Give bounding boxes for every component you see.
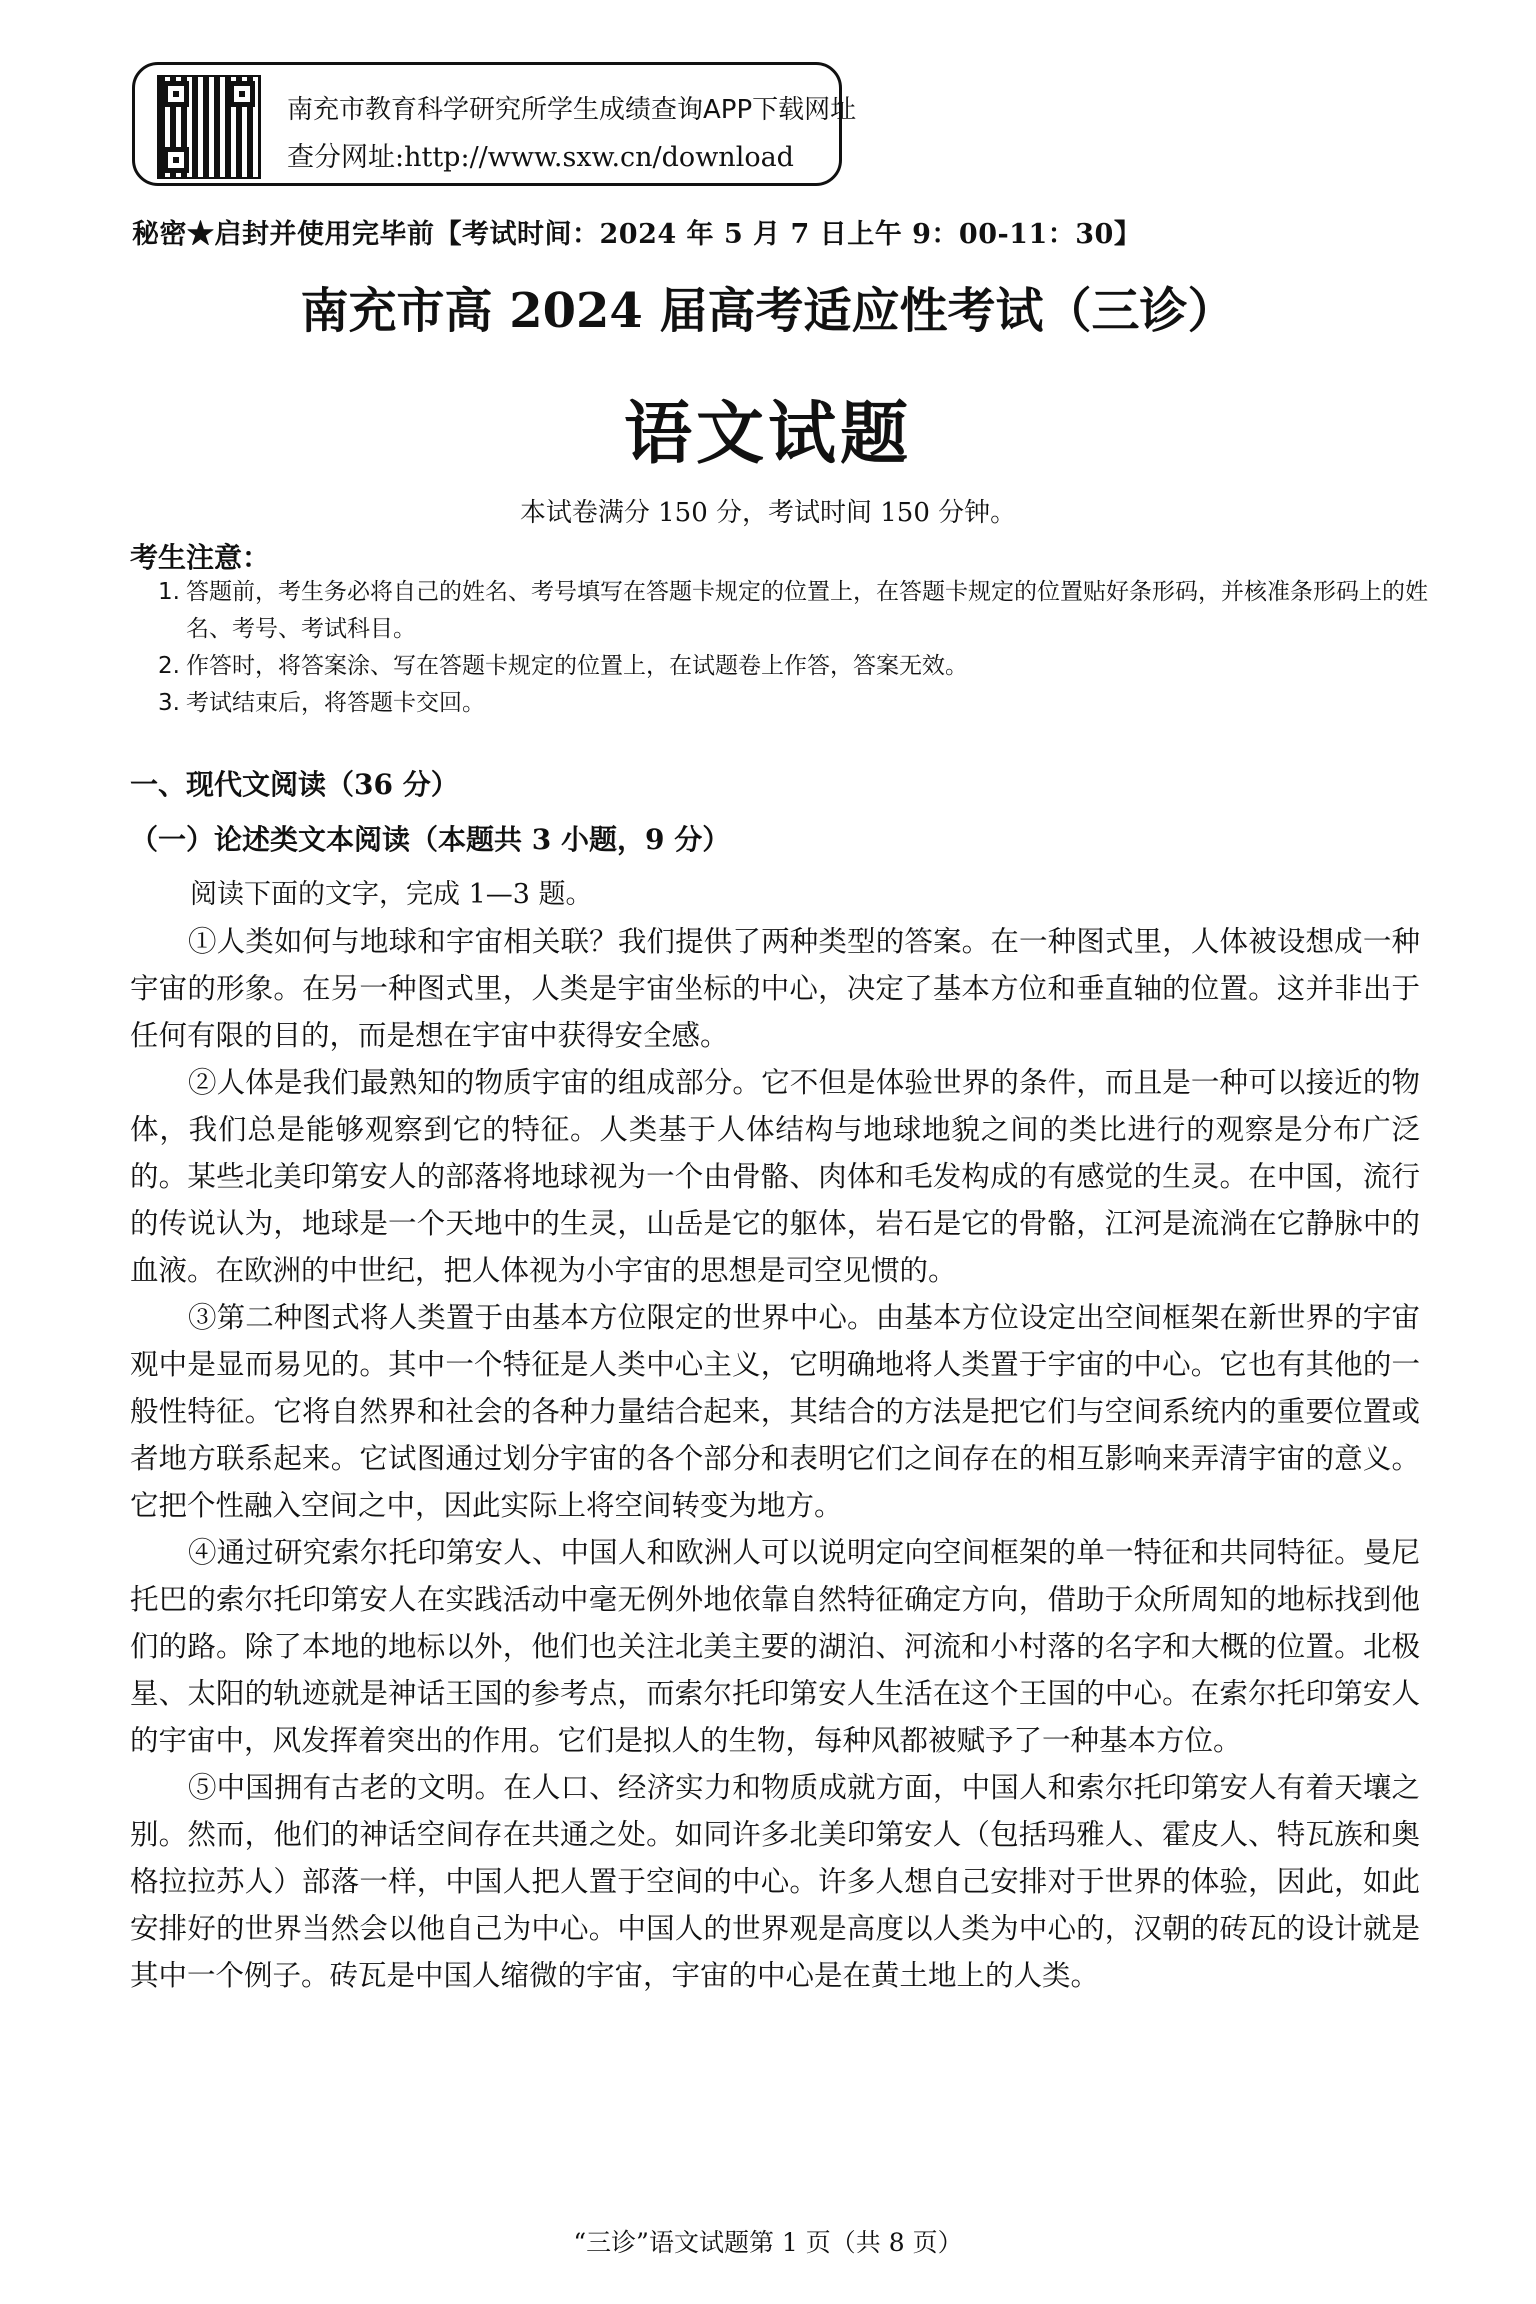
notice-item	[158, 574, 1446, 648]
confidential-line: 秘密★启封并使用完毕前【考试时间：2024 年 5 月 7 日上午 9：00-11：30】	[132, 219, 1142, 250]
reading-instruction: 阅读下面的文字，完成 1—3 题。	[190, 879, 593, 910]
page-footer: “三诊”语文试题第 1 页（共 8 页）	[573, 2228, 963, 2257]
subject-title: 语文试题	[623, 394, 912, 474]
notice-text: 考试结束后，将答题卡交回。	[186, 690, 485, 716]
notice-number: 1.	[158, 579, 180, 605]
section-heading: 一、现代文阅读（36 分）	[130, 768, 459, 801]
notice-text: 答题前，考生务必将自己的姓名、考号填写在答题卡规定的位置上，在答题卡规定的位置贴好条形码，并核准条形码上的姓名、考号、考试科目。	[186, 579, 1428, 642]
qr-code-icon[interactable]	[157, 75, 261, 179]
subsection-heading: （一）论述类文本阅读（本题共 3 小题，9 分）	[130, 823, 731, 856]
article-paragraph: ④通过研究索尔托印第安人、中国人和欧洲人可以说明定向空间框架的单一特征和共同特征。曼尼托巴的索尔托印第安人在实践活动中毫无例外地依靠自然特征确定方向，借助于众所周知的地标找到他们的路。除了本地的地标以外，他们也关注北美主要的湖泊、河流和小村落的名字和大概的位置。北极星、太阳的轨迹就是神话王国的参考点，而索尔托印第安人生活在这个王国的中心。在索尔托印第安人的宇宙中，风发挥着突出的作用。它们是拟人的生物，每种风都被赋予了一种基本方位。	[130, 1536, 1420, 1757]
notice-number: 2.	[158, 653, 180, 679]
notice-list	[158, 574, 1446, 722]
score-note: 本试卷满分 150 分，考试时间 150 分钟。	[519, 498, 1017, 528]
banner-url-text[interactable]: 查分网址:http://www.sxw.cn/download	[287, 142, 794, 173]
download-banner	[132, 62, 857, 186]
article-paragraph: ③第二种图式将人类置于由基本方位限定的世界中心。由基本方位设定出空间框架在新世界的宇宙观中是显而易见的。其中一个特征是人类中心主义，它明确地将人类置于宇宙的中心。它也有其他的一般性特征。它将自然界和社会的各种力量结合起来，其结合的方法是把它们与空间系统内的重要位置或者地方联系起来。它试图通过划分宇宙的各个部分和表明它们之间存在的相互影响来弄清宇宙的意义。它把个性融入空间之中，因此实际上将空间转变为地方。	[130, 1301, 1420, 1522]
notice-heading: 考生注意：	[130, 541, 271, 574]
notice-item	[158, 648, 1446, 685]
notice-item	[158, 685, 1446, 722]
exam-title: 南充市高 2024 届高考适应性考试（三诊）	[300, 283, 1236, 339]
notice-text: 作答时，将答案涂、写在答题卡规定的位置上，在试题卷上作答，答案无效。	[186, 653, 968, 679]
banner-app-text: 南充市教育科学研究所学生成绩查询APP下载网址	[287, 95, 857, 125]
notice-number: 3.	[158, 690, 180, 716]
article-paragraph: ②人体是我们最熟知的物质宇宙的组成部分。它不但是体验世界的条件，而且是一种可以接近的物体，我们总是能够观察到它的特征。人类基于人体结构与地球地貌之间的类比进行的观察是分布广泛的。某些北美印第安人的部落将地球视为一个由骨骼、肉体和毛发构成的有感觉的生灵。在中国，流行的传说认为，地球是一个天地中的生灵，山岳是它的躯体，岩石是它的骨骼，江河是流淌在它静脉中的血液。在欧洲的中世纪，把人体视为小宇宙的思想是司空见惯的。	[130, 1066, 1420, 1287]
article-paragraph: ⑤中国拥有古老的文明。在人口、经济实力和物质成就方面，中国人和索尔托印第安人有着天壤之别。然而，他们的神话空间存在共通之处。如同许多北美印第安人（包括玛雅人、霍皮人、特瓦族和奥格拉拉苏人）部落一样，中国人把人置于空间的中心。许多人想自己安排对于世界的体验，因此，如此安排好的世界当然会以他自己为中心。中国人的世界观是高度以人类为中心的，汉朝的砖瓦的设计就是其中一个例子。砖瓦是中国人缩微的宇宙，宇宙的中心是在黄土地上的人类。	[130, 1771, 1420, 1992]
article-paragraph: ①人类如何与地球和宇宙相关联？我们提供了两种类型的答案。在一种图式里，人体被设想成一种宇宙的形象。在另一种图式里，人类是宇宙坐标的中心，决定了基本方位和垂直轴的位置。这并非出于任何有限的目的，而是想在宇宙中获得安全感。	[130, 925, 1420, 1052]
reading-article	[130, 918, 1420, 1999]
